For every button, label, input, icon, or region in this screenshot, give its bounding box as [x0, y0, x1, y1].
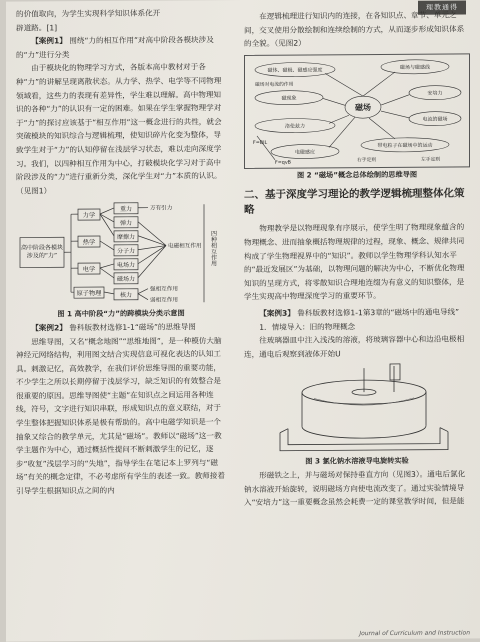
fig1-force-electric-field: 电场力: [117, 261, 135, 269]
fig2-node-6: 洛伦兹力: [285, 122, 305, 129]
fig2-node-9: 磁场对电流的作用: [255, 80, 294, 87]
right-column: [244, 8, 470, 509]
fig2-node-13: 左手定则: [421, 155, 440, 162]
section-title: 二、基于深度学习理论的教学逻辑梳理整体化策略: [244, 187, 470, 219]
right-bottom-text: 形磁铁之上，并与磁场对保持垂直方向（见图3）。通电后氯化钠水溶液开始旋转，说明磁场方向使电流改变了。通过实验情境导入“安培力”这一重要概念虽然会耗费一定的课堂教学时间，但是能: [244, 467, 470, 509]
case1-body: 由于模块化的物理学习方式，各版本高中教材对于各种“力”的讲解呈现离散状态。从力学、热学、电学等不同物理领域看，这些力的表现有差异性，学生难以理解。高中物理知识的各种“力”的认识有一定的困难。如果在学生掌握物理学对于“力”的探讨应该基于“相互作用”这一概念进行的共性，就会突破模块的知识综合与逻辑梳理，使知识碎片化变为整体，导致学生对于“力”的认知停留在浅层学习状态，难以走向深度学习。我们，以四种相互作用为中心，打破模块化学习对于高中阶段涉及的“力”进行重新分类，深化学生对“力”本质的认识。（见图1）: [16, 60, 226, 197]
fig1-force-magnetic-field: 磁场力: [117, 275, 135, 283]
case1-title: 围绕“力的相互作用”对高中阶段各模块涉及的“力”进行分类: [16, 35, 214, 59]
fig1-side-label: 四种相互作用: [210, 230, 217, 267]
figure-1-diagram: [16, 200, 226, 307]
fig2-node-4: 磁现象: [281, 94, 296, 101]
fig1-force-gravity: 重力: [120, 205, 132, 213]
case3-heading: [244, 305, 470, 320]
figure-1: [16, 200, 226, 307]
fig1-module-electric: 电学: [83, 265, 95, 273]
figure-3-experiment: [244, 362, 470, 456]
fig1-force-elastic: 弹力: [120, 219, 132, 227]
figure-2-caption: 图 2 “磁场”概念总体绘制的思维导图: [244, 167, 470, 182]
intro-line-1: 的价值取向，为学生实现科学知识体系化开: [16, 6, 226, 21]
fig1-force-friction: 摩擦力: [117, 233, 135, 241]
fig2-node-5: 电流的磁场: [422, 115, 447, 122]
fig1-interaction-weak: 弱相互作用: [150, 296, 178, 304]
step1-heading: 1．情境导入：旧的物理概念: [244, 319, 470, 334]
case3-label: 【案例3】: [259, 309, 295, 318]
case2-body: 思维导图，又名“概念地图”“思维地图”，是一种模仿大脑神经元网络结构，利用图文结合实现信息可视化表达的认知工具。刺激记忆，高效教学，在我们评价思维导图的重要功能，不少学生之所以长期停留于浅层学习，缺乏知识的有效整合是很重要的原因。思维导图使“主题”在知识点之间运用各种连线，符号，文字进行知识串联，形成知识点的意义联结，对于学生整体把握知识体系是极有帮助的。高中电磁学知识是一个抽象又综合的教学单元，尤其是“磁场”。教师以“磁场”这一教学主题作为中心，通过概括性提问不断刺激学生的记忆，逐步“收复”浅层学习的“失地”，指导学生在笔记本上罗列与“磁场”有关的概念定律，不必考虑所有学生的表述一致。教师接着引导学生根据知识点之间的内: [16, 334, 226, 499]
fig1-force-nuclear: 核力: [120, 291, 132, 299]
journal-page: [6, 0, 480, 642]
case2-title: 鲁科版教材选修1-1“磁场”的思维导图: [69, 322, 196, 332]
fig2-node-2: 磁场与磁感线: [400, 63, 430, 70]
case2-heading: [16, 320, 226, 335]
header-tag: 理教通得: [418, 0, 466, 14]
step1-body: 往玻璃器皿中注入浅浅的溶液，将玻璃容器中心和边沿电极相连，通电后观察到液体开始U: [244, 333, 470, 362]
fig2-node-11: F=qvB: [275, 159, 291, 165]
fig1-force-molecular: 分子力: [117, 247, 135, 255]
section-body: 物理教学是以物理现象有序展示，使学生明了物理现象蕴含的物理概念、进而抽象概括物理规律的过程，现象、概念、规律共同构成了学生物理视界中的“知识”。教师以学生物理学科认知水平的“最近发展区”为基础，以物理问题的解决为中心，不断优化物理知识的呈现方式，将零散知识合理地连缀为有意义的知识整体，是学生实现高中物理深度学习的重要环节。: [244, 221, 470, 304]
figure-3: [244, 362, 470, 456]
left-column: [16, 6, 226, 498]
case2-label: 【案例2】: [31, 323, 67, 332]
figure-2: [244, 53, 470, 169]
fig2-node-7: 带电粒子在磁场中的运动: [377, 141, 432, 148]
case3-title: 鲁科版教材选修1-1第3章的“磁场中的通电导线”: [297, 307, 459, 317]
figure-1-caption: 图 1 高中阶段“力”的跨模块分类示意图: [16, 306, 226, 321]
right-top-text: 在逻辑梳理进行知识内的连接，在各知识点、章节、单元之间，交叉使用分散绘制和连续绘制的方式，从而逐步形成知识体系的全貌。（见图2）: [244, 8, 470, 50]
journal-footer: Journal of Curriculum and Instruction: [359, 629, 470, 637]
figure-3-caption: 图 3 氯化钠水溶液导电旋转实验: [244, 454, 470, 469]
fig1-interaction-strong: 强相互作用: [150, 285, 178, 293]
figure-2-mindmap: [245, 54, 471, 168]
fig1-source-line1: 高中阶段各模块: [21, 244, 63, 252]
fig2-node-1: 磁体、磁极、磁感应强度: [267, 66, 322, 73]
fig2-node-8: 电磁感应: [295, 148, 315, 155]
fig2-node-12: 右手定则: [357, 156, 376, 163]
fig2-node-10: F=BIL: [253, 140, 267, 146]
fig1-module-thermal: 热学: [83, 238, 95, 246]
fig1-source-line2: 涉及的“力”: [27, 252, 57, 260]
intro-line-2: 辟道路。[1]: [16, 20, 226, 35]
fig1-interaction-gravitation: 万有引力: [150, 204, 173, 212]
fig1-module-mechanics: 力学: [83, 211, 95, 219]
fig1-interaction-em: 电磁相互作用: [168, 242, 202, 250]
case1-heading: [16, 33, 226, 62]
fig2-center-node: 磁场: [355, 102, 371, 112]
case1-label: 【案例1】: [31, 36, 67, 45]
fig1-module-atomic: 原子物理: [77, 289, 103, 297]
fig2-node-3: 安培力: [427, 89, 442, 96]
